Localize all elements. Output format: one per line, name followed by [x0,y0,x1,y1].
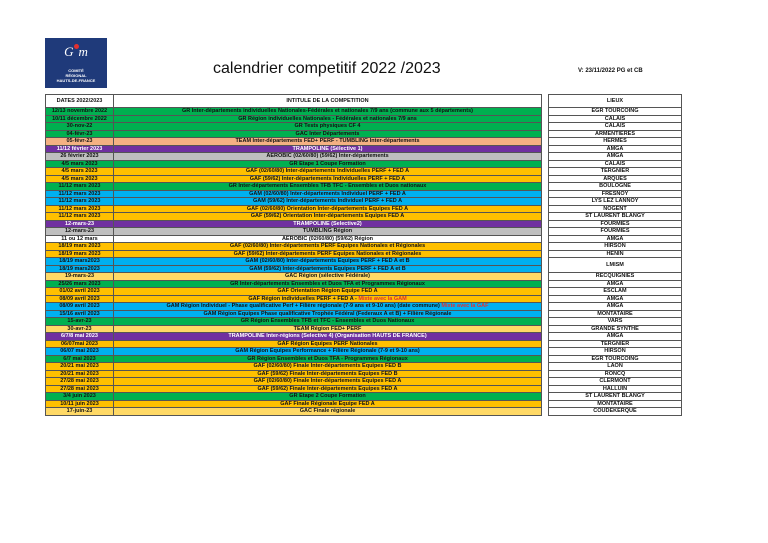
cell-date: 30-nov-22 [46,123,114,131]
cell-date: 11/12 mars 2023 [46,190,114,198]
column-gap [542,303,549,311]
cell-date: 4/5 mars 2023 [46,160,114,168]
cell-location: EGR TOURCOING [549,108,682,116]
table-row [46,340,682,348]
cell-location: MONTATAIRE [549,310,682,318]
cell-location: CLERMONT [549,378,682,386]
cell-competition [114,115,542,123]
table-row [46,310,682,318]
competition-label: TRAMPOLINE (Selective2) [293,220,362,227]
competition-label: GAM (59/62) Inter-départements Equipes PERF + FED A et B [249,265,406,272]
table-row [46,258,682,266]
table-row [46,355,682,363]
cell-date: 26 février 2023 [46,153,114,161]
cell-location: COUDEKERQUE [549,408,682,416]
cell-competition [114,393,542,401]
column-gap [542,408,549,416]
column-gap [542,115,549,123]
cell-location: VARS [549,318,682,326]
competition-label: GAF Région individuelles PERF + FED A - [248,295,359,302]
cell-competition [114,153,542,161]
column-gap [542,168,549,176]
cell-location: BOULOGNE [549,183,682,191]
table-row [46,250,682,258]
column-gap [542,363,549,371]
cell-location: ARQUES [549,175,682,183]
column-gap [542,318,549,326]
cell-competition [114,355,542,363]
cell-date: 06/07mai 2023 [46,340,114,348]
column-gap [542,108,549,116]
column-gap [542,175,549,183]
table-row [46,175,682,183]
gym-logo-mark: G m [64,44,88,59]
competition-label: GR Inter-départements Ensembles TFB TFC - Ensembles et Duos nationaux [228,183,427,189]
cell-competition [114,160,542,168]
cell-competition [114,265,542,273]
column-gap [542,280,549,288]
cell-date: 12-mars-23 [46,220,114,228]
cell-competition [114,175,542,183]
competition-label: GAM (59/62) Inter-départements Individuel PERF + FED A [252,198,403,204]
cell-competition [114,325,542,333]
cell-competition [114,250,542,258]
cell-date: 25/26 mars 2023 [46,280,114,288]
logo-line-2: RÉGIONAL [65,73,87,78]
competition-label: GAF Région Equipes PERF Nationales [277,340,378,347]
cell-competition [114,340,542,348]
table-row [46,370,682,378]
cell-location: HENIN [549,250,682,258]
column-gap [542,190,549,198]
cell-date: 30-avr-23 [46,325,114,333]
column-gap [542,160,549,168]
competition-note: Mixte avec la GAF [441,303,489,309]
cell-date: 11/12 mars 2023 [46,205,114,213]
cell-location: CALAIS [549,123,682,131]
table-row [46,288,682,296]
column-gap [542,340,549,348]
competition-label: GAM Région Equipes Phase qualificative Trophée Fédéral (Federaux A et B) + Filière Régionale [203,310,452,317]
cell-competition [114,138,542,146]
column-gap [542,145,549,153]
table-row [46,273,682,281]
cell-competition [114,348,542,356]
table-row [46,348,682,356]
cell-date: 11/12 mars 2023 [46,213,114,221]
table-row [46,318,682,326]
competition-calendar-table [45,94,682,416]
competition-label: GR Inter-départements individuelles Nationales-Fédérales et nationales 7/9 ans (commune aux 5 départements) [182,108,473,114]
table-row [46,183,682,191]
competition-label: GAF (59/62) Orientation Inter-départements Equipes FED A [250,213,405,219]
competition-label: TEAM Région FED+ PERF [293,325,362,332]
cell-date: 15-avr-23 [46,318,114,326]
column-gap [542,273,549,281]
column-gap [542,400,549,408]
cell-location: RECQUIGNIES [549,273,682,281]
table-row [46,363,682,371]
table-row [46,400,682,408]
cell-date: 18/19 mars 2023 [46,243,114,251]
table-row [46,378,682,386]
column-gap [542,310,549,318]
cell-competition [114,288,542,296]
cell-date: 12/13 novembre 2022 [46,108,114,116]
competition-label: GAM (02/60/80) Inter-départements Equipes PERF + FED A et B [245,258,410,264]
competition-label: GAF (02/60/80) Orientation Inter-départements Equipes FED A [246,205,409,212]
competition-label: GR Tests physiques CF 4 [294,123,361,129]
cell-date: 11/12 mars 2023 [46,183,114,191]
table-body [46,108,682,416]
table-row [46,333,682,341]
cell-date: 06/07 mai 2023 [46,348,114,356]
table-row [46,115,682,123]
cell-date: 08/09 avril 2023 [46,303,114,311]
table-row [46,325,682,333]
table-row [46,243,682,251]
cell-location: HIRSON [549,348,682,356]
cell-date: 20/21 mai 2023 [46,370,114,378]
table-row [46,205,682,213]
competition-label: GAF (02/60/80) Inter-départements PERF Equipes Nationales et Régionales [229,243,426,249]
competition-label: GR Etape 2 Coupe Formation [289,393,366,399]
table-row [46,160,682,168]
cell-competition [114,273,542,281]
cell-competition [114,243,542,251]
table-row [46,303,682,311]
cell-location: HIRSON [549,243,682,251]
competition-note: Mixte avec la GAM [358,295,407,302]
cell-date: 4/5 mars 2023 [46,175,114,183]
competition-label: GAF (59/62) Finale Inter-départements Equipes FED B [257,370,398,377]
column-gap [542,265,549,273]
table-row [46,235,682,243]
cell-date: 12-mars-23 [46,228,114,236]
cell-competition [114,310,542,318]
table-row [46,408,682,416]
competition-label: GAF Finale Régionale Equipe FED A [280,400,375,407]
cell-date: 11/12 mars 2023 [46,198,114,206]
table-row [46,145,682,153]
column-gap [542,325,549,333]
cell-location: TERGNIER [549,340,682,348]
cell-competition [114,258,542,266]
cell-competition [114,318,542,326]
cell-date: 6/7 mai 2023 [46,355,114,363]
competition-label: TUMBLING Région [302,228,353,234]
cell-location: FRESNOY [549,190,682,198]
cell-competition [114,213,542,221]
column-gap [542,198,549,206]
table-row [46,138,682,146]
cell-location: ARMENTIERES [549,130,682,138]
column-gap [542,295,549,303]
competition-label: GAC Région (sélective Fédérale) [285,273,370,279]
cell-date: 20/21 mai 2023 [46,363,114,371]
cell-competition [114,123,542,131]
cell-location: EGR TOURCOING [549,355,682,363]
header-location: LIEUX [549,95,682,108]
column-gap [542,183,549,191]
competition-label: GAF (59/62) Inter-départements PERF Equipes Nationales et Régionales [233,250,422,257]
cell-competition [114,363,542,371]
cell-location: FOURMIES [549,228,682,236]
table-row [46,213,682,221]
cell-competition [114,303,542,311]
cell-location: AMGA [549,235,682,243]
cell-competition [114,295,542,303]
competition-label: AEROBIC (02/60/80) (59/62) Région [281,235,374,242]
cell-location: NOGENT [549,205,682,213]
competition-label: GAM Région Equipes Performance + Filière Régionale (7-9 et 9-10 ans) [235,348,420,354]
competition-label: AEROBIC (02/60/80) (59/62) Inter-départements [266,153,389,159]
competition-label: GAC Finale régionale [299,408,356,414]
cell-location: GRANDE SYNTHE [549,325,682,333]
column-gap [542,385,549,393]
cell-date: 11/12 février 2023 [46,145,114,153]
table-row [46,295,682,303]
cell-competition [114,228,542,236]
cell-location: LYS LEZ LANNOY [549,198,682,206]
cell-location: CALAIS [549,160,682,168]
cell-date: 11 ou 12 mars [46,235,114,243]
column-gap [542,123,549,131]
cell-location: HALLUIN [549,385,682,393]
column-gap [542,393,549,401]
competition-label: GAF (02/60/80) Finale Inter-départements Equipes FED A [253,378,402,384]
header-dates: DATES 2022/2023 [46,95,114,108]
cell-date: 27/28 mai 2023 [46,378,114,386]
cell-competition [114,190,542,198]
table-row [46,385,682,393]
column-gap [542,205,549,213]
column-gap [542,213,549,221]
table-header-row [46,95,682,108]
cell-location: CALAIS [549,115,682,123]
cell-location: ST LAURENT BLANGY [549,213,682,221]
table-row [46,108,682,116]
competition-label: GAF (59/62) Finale Inter-départements Equipes FED A [257,385,398,392]
cell-competition [114,333,542,341]
column-gap [542,235,549,243]
column-gap [542,355,549,363]
cell-location: HERMES [549,138,682,146]
cell-location: ESCLAM [549,288,682,296]
logo-line-3: HAUTS-DE-FRANCE [56,78,96,83]
cell-competition [114,235,542,243]
cell-location: AMGA [549,153,682,161]
competition-label: TEAM Inter-départements FED+ PERF - TUMBLING Inter-départements [235,138,420,144]
cell-competition [114,183,542,191]
table-row [46,130,682,138]
cell-date: 19-mars-23 [46,273,114,281]
cell-date: 4/5 mars 2023 [46,168,114,176]
cell-date: 01/02 avril 2023 [46,288,114,296]
table-row [46,280,682,288]
column-gap [542,243,549,251]
page-title: calendrier competitif 2022 /2023 [213,60,441,77]
cell-location: LMISM [549,258,682,273]
cell-date: 15/16 avril 2023 [46,310,114,318]
table-row [46,220,682,228]
cell-location: AMGA [549,333,682,341]
cell-location: TERGNIER [549,168,682,176]
table-row [46,393,682,401]
column-gap [542,348,549,356]
cell-location: AMGA [549,295,682,303]
competition-label: GAF (02/60/80) Inter-départements Individuelles PERF + FED A [245,168,410,174]
cell-date: 18/19 mars2023 [46,258,114,266]
cell-location: RONCQ [549,370,682,378]
table-row [46,198,682,206]
cell-date: 08/09 avril 2023 [46,295,114,303]
cell-competition [114,378,542,386]
cell-competition [114,145,542,153]
cell-date: 04-févr-23 [46,130,114,138]
column-gap [542,370,549,378]
competition-label: GAM Région Individuel - Phase qualificative Perf + Filière régionale (7-9 ans et 9-10 ans) (date commune) [166,303,442,309]
cell-competition [114,130,542,138]
competition-label: GAC Inter Départements [295,130,360,137]
column-gap [542,130,549,138]
cell-location: MONTATAIRE [549,400,682,408]
cell-competition [114,370,542,378]
cell-competition [114,280,542,288]
competition-label: TRAMPOLINE Inter-régions (Selective 4) (Organisation HAUTS DE FRANCE) [228,333,427,339]
cell-date: 05-févr-23 [46,138,114,146]
column-gap [542,378,549,386]
cell-location: AMGA [549,303,682,311]
cell-competition [114,385,542,393]
competition-label: GR Région Ensembles et Duos TFA - Programmes Régionaux [247,355,408,362]
federation-logo [45,38,107,88]
cell-date: 6/7/8 mai 2023 [46,333,114,341]
header-competition: INTITULE DE LA COMPETITION [114,95,542,108]
cell-competition [114,108,542,116]
cell-competition [114,198,542,206]
column-gap [542,228,549,236]
table-row [46,190,682,198]
cell-competition [114,205,542,213]
version-label: V: 23/11/2022 PG et CB [578,68,643,74]
cell-competition [114,168,542,176]
column-gap [542,258,549,266]
competition-label: GR Inter-départements Ensembles et Duos TFA et Programmes Régionaux [230,280,425,287]
column-gap [542,250,549,258]
competition-label: GAF (02/60/80) Finale Inter-départements Equipes FED B [253,363,402,369]
table-row [46,123,682,131]
competition-label: GR Région individuelles Nationales - Fédérales et nationales 7/9 ans [238,115,417,122]
cell-location: AMGA [549,280,682,288]
cell-date: 10/11 juin 2023 [46,400,114,408]
cell-location: FOURMIES [549,220,682,228]
competition-label: GR Etape 1 Coupe Formation [289,160,366,167]
column-gap [542,153,549,161]
cell-competition [114,220,542,228]
cell-date: 18/19 mars2023 [46,265,114,273]
competition-label: TRAMPOLINE (Sélective 1) [292,145,363,152]
logo-line-1: COMITÉ [68,68,84,73]
competition-label: GAF Orientation Région Equipe FED A [277,288,378,294]
table-row [46,228,682,236]
competition-label: GAM (02/60/80) Inter-départements Individuel PERF + FED A [249,190,406,197]
cell-date: 27/28 mai 2023 [46,385,114,393]
column-gap [542,288,549,296]
column-gap [542,138,549,146]
cell-date: 3/4 juin 2023 [46,393,114,401]
cell-date: 18/19 mars 2023 [46,250,114,258]
cell-location: LAON [549,363,682,371]
column-gap [542,333,549,341]
table-row [46,153,682,161]
competition-label: GAF (59/62) Inter-départements Individuelles PERF + FED A [249,175,406,182]
cell-date: 10/11 décembre 2022 [46,115,114,123]
cell-date: 17-juin-23 [46,408,114,416]
cell-competition [114,408,542,416]
cell-location: ST LAURENT BLANGY [549,393,682,401]
cell-competition [114,400,542,408]
competition-label: GR Région Ensembles TFB et TFC - Ensembles et Duos Nationaux [240,318,415,324]
cell-location: AMGA [549,145,682,153]
column-gap [542,95,549,108]
column-gap [542,220,549,228]
table-row [46,168,682,176]
